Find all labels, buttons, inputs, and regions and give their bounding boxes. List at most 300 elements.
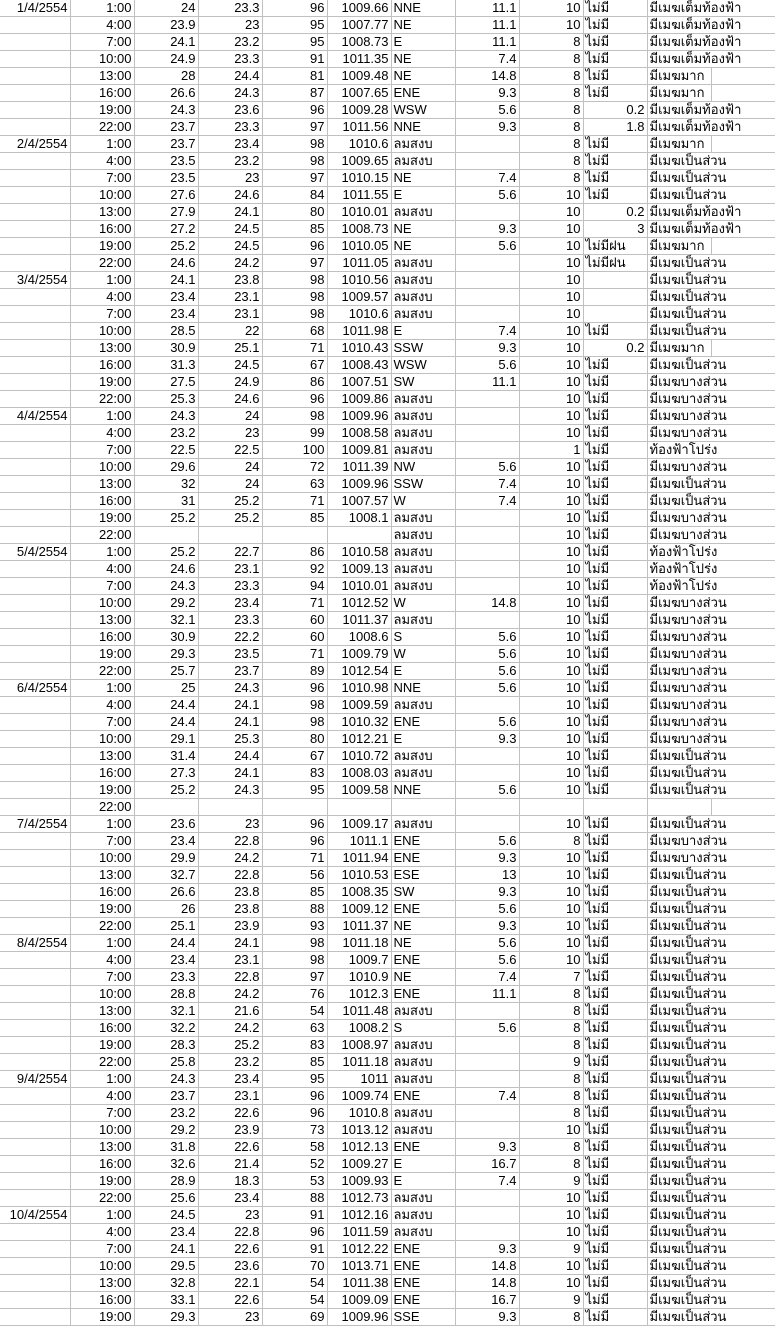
date-cell[interactable]: [0, 901, 70, 918]
wind-direction-cell[interactable]: ENE: [391, 986, 455, 1003]
wind-direction-cell[interactable]: ลมสงบ: [391, 1105, 455, 1122]
temperature-cell[interactable]: 31: [134, 493, 198, 510]
visibility-cell[interactable]: 10: [519, 918, 583, 935]
rain-cell[interactable]: ไม่มี: [583, 816, 647, 833]
wind-speed-cell[interactable]: 9.3: [455, 119, 519, 136]
date-cell[interactable]: [0, 1241, 70, 1258]
rain-cell[interactable]: ไม่มี: [583, 374, 647, 391]
date-cell[interactable]: [0, 289, 70, 306]
temperature-cell[interactable]: 29.2: [134, 1122, 198, 1139]
wind-speed-cell[interactable]: [455, 578, 519, 595]
empty-cell[interactable]: [711, 340, 775, 357]
wind-direction-cell[interactable]: ลมสงบ: [391, 612, 455, 629]
humidity-cell[interactable]: [262, 799, 327, 816]
temperature-cell[interactable]: 32.2: [134, 1020, 198, 1037]
humidity-cell[interactable]: 98: [262, 935, 327, 952]
sky-condition-cell[interactable]: [647, 952, 727, 969]
date-cell[interactable]: [0, 799, 70, 816]
wind-speed-cell[interactable]: [455, 510, 519, 527]
dewpoint-cell[interactable]: 22.8: [198, 867, 262, 884]
wind-direction-cell[interactable]: SW: [391, 374, 455, 391]
dewpoint-cell[interactable]: 24.1: [198, 765, 262, 782]
temperature-cell[interactable]: 33.1: [134, 1292, 198, 1309]
visibility-cell[interactable]: 10: [519, 1258, 583, 1275]
pressure-cell[interactable]: 1011.38: [327, 1275, 391, 1292]
pressure-cell[interactable]: 1010.43: [327, 340, 391, 357]
wind-direction-cell[interactable]: W: [391, 595, 455, 612]
sky-condition-cell[interactable]: [647, 102, 742, 119]
time-cell[interactable]: 16:00: [70, 493, 134, 510]
wind-direction-cell[interactable]: ENE: [391, 1241, 455, 1258]
humidity-cell[interactable]: 98: [262, 408, 327, 425]
wind-speed-cell[interactable]: 5.6: [455, 901, 519, 918]
rain-cell[interactable]: ไม่มี: [583, 697, 647, 714]
wind-speed-cell[interactable]: [455, 544, 519, 561]
wind-speed-cell[interactable]: 7.4: [455, 1173, 519, 1190]
visibility-cell[interactable]: 10: [519, 476, 583, 493]
pressure-cell[interactable]: 1008.58: [327, 425, 391, 442]
visibility-cell[interactable]: 10: [519, 1207, 583, 1224]
wind-speed-cell[interactable]: 5.6: [455, 629, 519, 646]
dewpoint-cell[interactable]: 18.3: [198, 1173, 262, 1190]
sky-condition-cell[interactable]: [647, 1207, 727, 1224]
dewpoint-cell[interactable]: 23: [198, 1309, 262, 1326]
date-cell[interactable]: [0, 391, 70, 408]
sky-condition-cell[interactable]: [647, 1003, 727, 1020]
time-cell[interactable]: 13:00: [70, 340, 134, 357]
time-cell[interactable]: 19:00: [70, 782, 134, 799]
dewpoint-cell[interactable]: 23.1: [198, 952, 262, 969]
wind-speed-cell[interactable]: 11.1: [455, 986, 519, 1003]
sky-condition-cell[interactable]: [647, 510, 727, 527]
humidity-cell[interactable]: 54: [262, 1275, 327, 1292]
time-cell[interactable]: 7:00: [70, 1105, 134, 1122]
sky-condition-cell[interactable]: [647, 1054, 727, 1071]
wind-speed-cell[interactable]: 5.6: [455, 833, 519, 850]
wind-direction-cell[interactable]: ลมสงบ: [391, 272, 455, 289]
dewpoint-cell[interactable]: 24.4: [198, 748, 262, 765]
pressure-cell[interactable]: 1010.05: [327, 238, 391, 255]
wind-direction-cell[interactable]: E: [391, 34, 455, 51]
time-cell[interactable]: 1:00: [70, 935, 134, 952]
date-cell[interactable]: [0, 1309, 70, 1326]
wind-direction-cell[interactable]: ลมสงบ: [391, 561, 455, 578]
visibility-cell[interactable]: 8: [519, 1309, 583, 1326]
pressure-cell[interactable]: 1008.97: [327, 1037, 391, 1054]
temperature-cell[interactable]: 26.6: [134, 884, 198, 901]
rain-cell[interactable]: ไม่มี: [583, 646, 647, 663]
visibility-cell[interactable]: 10: [519, 578, 583, 595]
humidity-cell[interactable]: 52: [262, 1156, 327, 1173]
rain-cell[interactable]: ไม่มี: [583, 187, 647, 204]
time-cell[interactable]: 16:00: [70, 1156, 134, 1173]
rain-cell[interactable]: [583, 306, 647, 323]
rain-cell[interactable]: ไม่มี: [583, 952, 647, 969]
wind-speed-cell[interactable]: [455, 1207, 519, 1224]
wind-speed-cell[interactable]: [455, 1003, 519, 1020]
visibility-cell[interactable]: 7: [519, 969, 583, 986]
date-cell[interactable]: [0, 884, 70, 901]
wind-speed-cell[interactable]: [455, 442, 519, 459]
dewpoint-cell[interactable]: 24: [198, 476, 262, 493]
date-cell[interactable]: [0, 357, 70, 374]
dewpoint-cell[interactable]: 23.3: [198, 119, 262, 136]
dewpoint-cell[interactable]: 22.2: [198, 629, 262, 646]
visibility-cell[interactable]: 10: [519, 0, 583, 17]
temperature-cell[interactable]: 28.8: [134, 986, 198, 1003]
date-cell[interactable]: [0, 34, 70, 51]
wind-direction-cell[interactable]: E: [391, 731, 455, 748]
time-cell[interactable]: 7:00: [70, 306, 134, 323]
pressure-cell[interactable]: 1009.66: [327, 0, 391, 17]
temperature-cell[interactable]: 25.2: [134, 238, 198, 255]
humidity-cell[interactable]: 69: [262, 1309, 327, 1326]
date-cell[interactable]: [0, 1292, 70, 1309]
wind-speed-cell[interactable]: 7.4: [455, 323, 519, 340]
date-cell[interactable]: 3/4/2554: [0, 272, 70, 289]
pressure-cell[interactable]: 1009.28: [327, 102, 391, 119]
empty-cell[interactable]: [711, 136, 775, 153]
humidity-cell[interactable]: 81: [262, 68, 327, 85]
time-cell[interactable]: 1:00: [70, 680, 134, 697]
visibility-cell[interactable]: 10: [519, 1190, 583, 1207]
temperature-cell[interactable]: 24.4: [134, 935, 198, 952]
dewpoint-cell[interactable]: 21.4: [198, 1156, 262, 1173]
empty-cell[interactable]: [711, 544, 775, 561]
sky-condition-cell[interactable]: [647, 697, 727, 714]
dewpoint-cell[interactable]: 24.6: [198, 391, 262, 408]
wind-direction-cell[interactable]: ENE: [391, 952, 455, 969]
sky-condition-cell[interactable]: [647, 187, 727, 204]
rain-cell[interactable]: ไม่มี: [583, 850, 647, 867]
wind-speed-cell[interactable]: 5.6: [455, 187, 519, 204]
rain-cell[interactable]: ไม่มี: [583, 884, 647, 901]
date-cell[interactable]: [0, 782, 70, 799]
temperature-cell[interactable]: 28.5: [134, 323, 198, 340]
wind-direction-cell[interactable]: ลมสงบ: [391, 1054, 455, 1071]
date-cell[interactable]: [0, 493, 70, 510]
rain-cell[interactable]: ไม่มี: [583, 1190, 647, 1207]
empty-cell[interactable]: [711, 238, 775, 255]
pressure-cell[interactable]: 1009.12: [327, 901, 391, 918]
dewpoint-cell[interactable]: 23: [198, 170, 262, 187]
visibility-cell[interactable]: 10: [519, 306, 583, 323]
time-cell[interactable]: 1:00: [70, 1207, 134, 1224]
wind-direction-cell[interactable]: NNE: [391, 680, 455, 697]
temperature-cell[interactable]: 27.6: [134, 187, 198, 204]
visibility-cell[interactable]: 10: [519, 187, 583, 204]
sky-condition-cell[interactable]: [647, 1156, 727, 1173]
empty-cell[interactable]: [711, 442, 775, 459]
pressure-cell[interactable]: 1009.79: [327, 646, 391, 663]
visibility-cell[interactable]: 10: [519, 612, 583, 629]
wind-direction-cell[interactable]: ลมสงบ: [391, 544, 455, 561]
temperature-cell[interactable]: 25.2: [134, 544, 198, 561]
date-cell[interactable]: 2/4/2554: [0, 136, 70, 153]
sky-condition-cell[interactable]: [647, 493, 727, 510]
pressure-cell[interactable]: 1011.98: [327, 323, 391, 340]
wind-speed-cell[interactable]: 5.6: [455, 238, 519, 255]
wind-speed-cell[interactable]: 9.3: [455, 731, 519, 748]
sky-condition-cell[interactable]: [647, 986, 727, 1003]
rain-cell[interactable]: ไม่มี: [583, 1309, 647, 1326]
dewpoint-cell[interactable]: [198, 527, 262, 544]
dewpoint-cell[interactable]: 22.8: [198, 833, 262, 850]
visibility-cell[interactable]: [519, 799, 583, 816]
sky-condition-cell[interactable]: [647, 578, 718, 595]
wind-speed-cell[interactable]: [455, 697, 519, 714]
visibility-cell[interactable]: 8: [519, 170, 583, 187]
pressure-cell[interactable]: 1010.6: [327, 306, 391, 323]
dewpoint-cell[interactable]: 23.8: [198, 884, 262, 901]
date-cell[interactable]: [0, 714, 70, 731]
sky-condition-cell[interactable]: [647, 136, 711, 153]
humidity-cell[interactable]: 84: [262, 187, 327, 204]
wind-direction-cell[interactable]: SW: [391, 884, 455, 901]
rain-cell[interactable]: 3: [583, 221, 647, 238]
wind-speed-cell[interactable]: [455, 255, 519, 272]
dewpoint-cell[interactable]: 25.1: [198, 340, 262, 357]
visibility-cell[interactable]: 8: [519, 136, 583, 153]
rain-cell[interactable]: ไม่มี: [583, 1139, 647, 1156]
rain-cell[interactable]: 0.2: [583, 204, 647, 221]
date-cell[interactable]: [0, 442, 70, 459]
time-cell[interactable]: 10:00: [70, 731, 134, 748]
temperature-cell[interactable]: 23.4: [134, 833, 198, 850]
sky-condition-cell[interactable]: [647, 1173, 727, 1190]
wind-direction-cell[interactable]: ENE: [391, 1292, 455, 1309]
pressure-cell[interactable]: 1009.96: [327, 408, 391, 425]
dewpoint-cell[interactable]: 23.1: [198, 561, 262, 578]
wind-direction-cell[interactable]: ลมสงบ: [391, 425, 455, 442]
visibility-cell[interactable]: 10: [519, 680, 583, 697]
dewpoint-cell[interactable]: 24.2: [198, 986, 262, 1003]
temperature-cell[interactable]: 25.3: [134, 391, 198, 408]
visibility-cell[interactable]: 10: [519, 374, 583, 391]
temperature-cell[interactable]: 24.3: [134, 578, 198, 595]
temperature-cell[interactable]: 24.6: [134, 255, 198, 272]
humidity-cell[interactable]: 68: [262, 323, 327, 340]
date-cell[interactable]: [0, 340, 70, 357]
wind-speed-cell[interactable]: 14.8: [455, 595, 519, 612]
visibility-cell[interactable]: 8: [519, 1071, 583, 1088]
dewpoint-cell[interactable]: 23.8: [198, 901, 262, 918]
wind-speed-cell[interactable]: 5.6: [455, 680, 519, 697]
humidity-cell[interactable]: 85: [262, 1054, 327, 1071]
pressure-cell[interactable]: 1011.37: [327, 612, 391, 629]
humidity-cell[interactable]: 98: [262, 136, 327, 153]
wind-direction-cell[interactable]: SSE: [391, 1309, 455, 1326]
date-cell[interactable]: [0, 51, 70, 68]
time-cell[interactable]: 10:00: [70, 187, 134, 204]
pressure-cell[interactable]: 1012.13: [327, 1139, 391, 1156]
date-cell[interactable]: [0, 1258, 70, 1275]
humidity-cell[interactable]: 98: [262, 272, 327, 289]
visibility-cell[interactable]: 10: [519, 748, 583, 765]
pressure-cell[interactable]: 1009.27: [327, 1156, 391, 1173]
sky-condition-cell[interactable]: [647, 969, 727, 986]
wind-direction-cell[interactable]: ENE: [391, 1088, 455, 1105]
wind-speed-cell[interactable]: 5.6: [455, 714, 519, 731]
visibility-cell[interactable]: 10: [519, 459, 583, 476]
humidity-cell[interactable]: 96: [262, 833, 327, 850]
humidity-cell[interactable]: 83: [262, 765, 327, 782]
pressure-cell[interactable]: 1012.21: [327, 731, 391, 748]
pressure-cell[interactable]: 1011.56: [327, 119, 391, 136]
rain-cell[interactable]: ไม่มี: [583, 17, 647, 34]
dewpoint-cell[interactable]: 23.2: [198, 1054, 262, 1071]
pressure-cell[interactable]: 1008.73: [327, 34, 391, 51]
humidity-cell[interactable]: 71: [262, 493, 327, 510]
time-cell[interactable]: 7:00: [70, 833, 134, 850]
humidity-cell[interactable]: 96: [262, 1105, 327, 1122]
pressure-cell[interactable]: [327, 799, 391, 816]
dewpoint-cell[interactable]: 24.6: [198, 187, 262, 204]
time-cell[interactable]: 1:00: [70, 272, 134, 289]
temperature-cell[interactable]: 23.7: [134, 1088, 198, 1105]
pressure-cell[interactable]: 1009.65: [327, 153, 391, 170]
rain-cell[interactable]: 0.2: [583, 340, 647, 357]
time-cell[interactable]: 7:00: [70, 714, 134, 731]
sky-condition-cell[interactable]: [647, 850, 727, 867]
wind-speed-cell[interactable]: [455, 1071, 519, 1088]
date-cell[interactable]: [0, 731, 70, 748]
date-cell[interactable]: 10/4/2554: [0, 1207, 70, 1224]
empty-cell[interactable]: [711, 561, 775, 578]
wind-speed-cell[interactable]: [455, 748, 519, 765]
humidity-cell[interactable]: 83: [262, 1037, 327, 1054]
date-cell[interactable]: [0, 238, 70, 255]
dewpoint-cell[interactable]: 23.8: [198, 272, 262, 289]
sky-condition-cell[interactable]: [647, 425, 727, 442]
pressure-cell[interactable]: 1009.59: [327, 697, 391, 714]
time-cell[interactable]: 19:00: [70, 1037, 134, 1054]
visibility-cell[interactable]: 10: [519, 493, 583, 510]
date-cell[interactable]: [0, 833, 70, 850]
sky-condition-cell[interactable]: [647, 629, 727, 646]
visibility-cell[interactable]: 10: [519, 663, 583, 680]
temperature-cell[interactable]: 23.4: [134, 306, 198, 323]
humidity-cell[interactable]: [262, 527, 327, 544]
pressure-cell[interactable]: 1009.93: [327, 1173, 391, 1190]
date-cell[interactable]: [0, 748, 70, 765]
sky-condition-cell[interactable]: [647, 1020, 727, 1037]
date-cell[interactable]: [0, 1190, 70, 1207]
pressure-cell[interactable]: 1010.6: [327, 136, 391, 153]
wind-direction-cell[interactable]: W: [391, 646, 455, 663]
pressure-cell[interactable]: 1009.58: [327, 782, 391, 799]
humidity-cell[interactable]: 71: [262, 850, 327, 867]
temperature-cell[interactable]: 27.5: [134, 374, 198, 391]
wind-speed-cell[interactable]: 5.6: [455, 663, 519, 680]
dewpoint-cell[interactable]: 22.6: [198, 1241, 262, 1258]
visibility-cell[interactable]: 10: [519, 340, 583, 357]
dewpoint-cell[interactable]: 23: [198, 816, 262, 833]
humidity-cell[interactable]: 86: [262, 374, 327, 391]
date-cell[interactable]: 5/4/2554: [0, 544, 70, 561]
sky-condition-cell[interactable]: [647, 119, 742, 136]
sky-condition-cell[interactable]: [647, 1037, 727, 1054]
dewpoint-cell[interactable]: 24.3: [198, 782, 262, 799]
time-cell[interactable]: 16:00: [70, 884, 134, 901]
humidity-cell[interactable]: 98: [262, 306, 327, 323]
temperature-cell[interactable]: 24.1: [134, 272, 198, 289]
empty-cell[interactable]: [711, 68, 775, 85]
rain-cell[interactable]: ไม่มี: [583, 510, 647, 527]
sky-condition-cell[interactable]: [647, 255, 727, 272]
wind-direction-cell[interactable]: ESE: [391, 867, 455, 884]
visibility-cell[interactable]: 10: [519, 221, 583, 238]
dewpoint-cell[interactable]: 23: [198, 17, 262, 34]
humidity-cell[interactable]: 85: [262, 221, 327, 238]
wind-direction-cell[interactable]: ลมสงบ: [391, 442, 455, 459]
date-cell[interactable]: [0, 663, 70, 680]
humidity-cell[interactable]: 98: [262, 714, 327, 731]
dewpoint-cell[interactable]: 24: [198, 459, 262, 476]
wind-speed-cell[interactable]: [455, 1190, 519, 1207]
rain-cell[interactable]: ไม่มี: [583, 459, 647, 476]
rain-cell[interactable]: ไม่มี: [583, 901, 647, 918]
temperature-cell[interactable]: 25.7: [134, 663, 198, 680]
visibility-cell[interactable]: 10: [519, 765, 583, 782]
date-cell[interactable]: [0, 221, 70, 238]
wind-speed-cell[interactable]: [455, 391, 519, 408]
humidity-cell[interactable]: 67: [262, 357, 327, 374]
wind-speed-cell[interactable]: 5.6: [455, 782, 519, 799]
temperature-cell[interactable]: 25.2: [134, 782, 198, 799]
sky-condition-cell[interactable]: [647, 561, 718, 578]
date-cell[interactable]: [0, 255, 70, 272]
humidity-cell[interactable]: 89: [262, 663, 327, 680]
time-cell[interactable]: 16:00: [70, 1292, 134, 1309]
rain-cell[interactable]: ไม่มี: [583, 1020, 647, 1037]
rain-cell[interactable]: ไม่มี: [583, 493, 647, 510]
humidity-cell[interactable]: 85: [262, 510, 327, 527]
date-cell[interactable]: [0, 204, 70, 221]
temperature-cell[interactable]: 32.1: [134, 612, 198, 629]
humidity-cell[interactable]: 96: [262, 816, 327, 833]
temperature-cell[interactable]: 29.6: [134, 459, 198, 476]
time-cell[interactable]: 13:00: [70, 748, 134, 765]
sky-condition-cell[interactable]: [647, 51, 742, 68]
temperature-cell[interactable]: 25.1: [134, 918, 198, 935]
wind-direction-cell[interactable]: NNE: [391, 119, 455, 136]
sky-condition-cell[interactable]: [647, 612, 727, 629]
rain-cell[interactable]: ไม่มี: [583, 1122, 647, 1139]
time-cell[interactable]: 22:00: [70, 799, 134, 816]
temperature-cell[interactable]: 29.3: [134, 1309, 198, 1326]
pressure-cell[interactable]: 1007.65: [327, 85, 391, 102]
wind-direction-cell[interactable]: ENE: [391, 85, 455, 102]
wind-direction-cell[interactable]: E: [391, 663, 455, 680]
pressure-cell[interactable]: 1009.7: [327, 952, 391, 969]
pressure-cell[interactable]: 1009.17: [327, 816, 391, 833]
time-cell[interactable]: 19:00: [70, 646, 134, 663]
time-cell[interactable]: 10:00: [70, 595, 134, 612]
humidity-cell[interactable]: 95: [262, 1071, 327, 1088]
wind-direction-cell[interactable]: [391, 799, 455, 816]
date-cell[interactable]: [0, 1088, 70, 1105]
date-cell[interactable]: [0, 1020, 70, 1037]
temperature-cell[interactable]: 23.7: [134, 136, 198, 153]
sky-condition-cell[interactable]: [647, 748, 727, 765]
wind-speed-cell[interactable]: 9.3: [455, 340, 519, 357]
time-cell[interactable]: 7:00: [70, 170, 134, 187]
empty-cell[interactable]: [711, 85, 775, 102]
wind-speed-cell[interactable]: 7.4: [455, 969, 519, 986]
temperature-cell[interactable]: 31.3: [134, 357, 198, 374]
wind-direction-cell[interactable]: ENE: [391, 901, 455, 918]
